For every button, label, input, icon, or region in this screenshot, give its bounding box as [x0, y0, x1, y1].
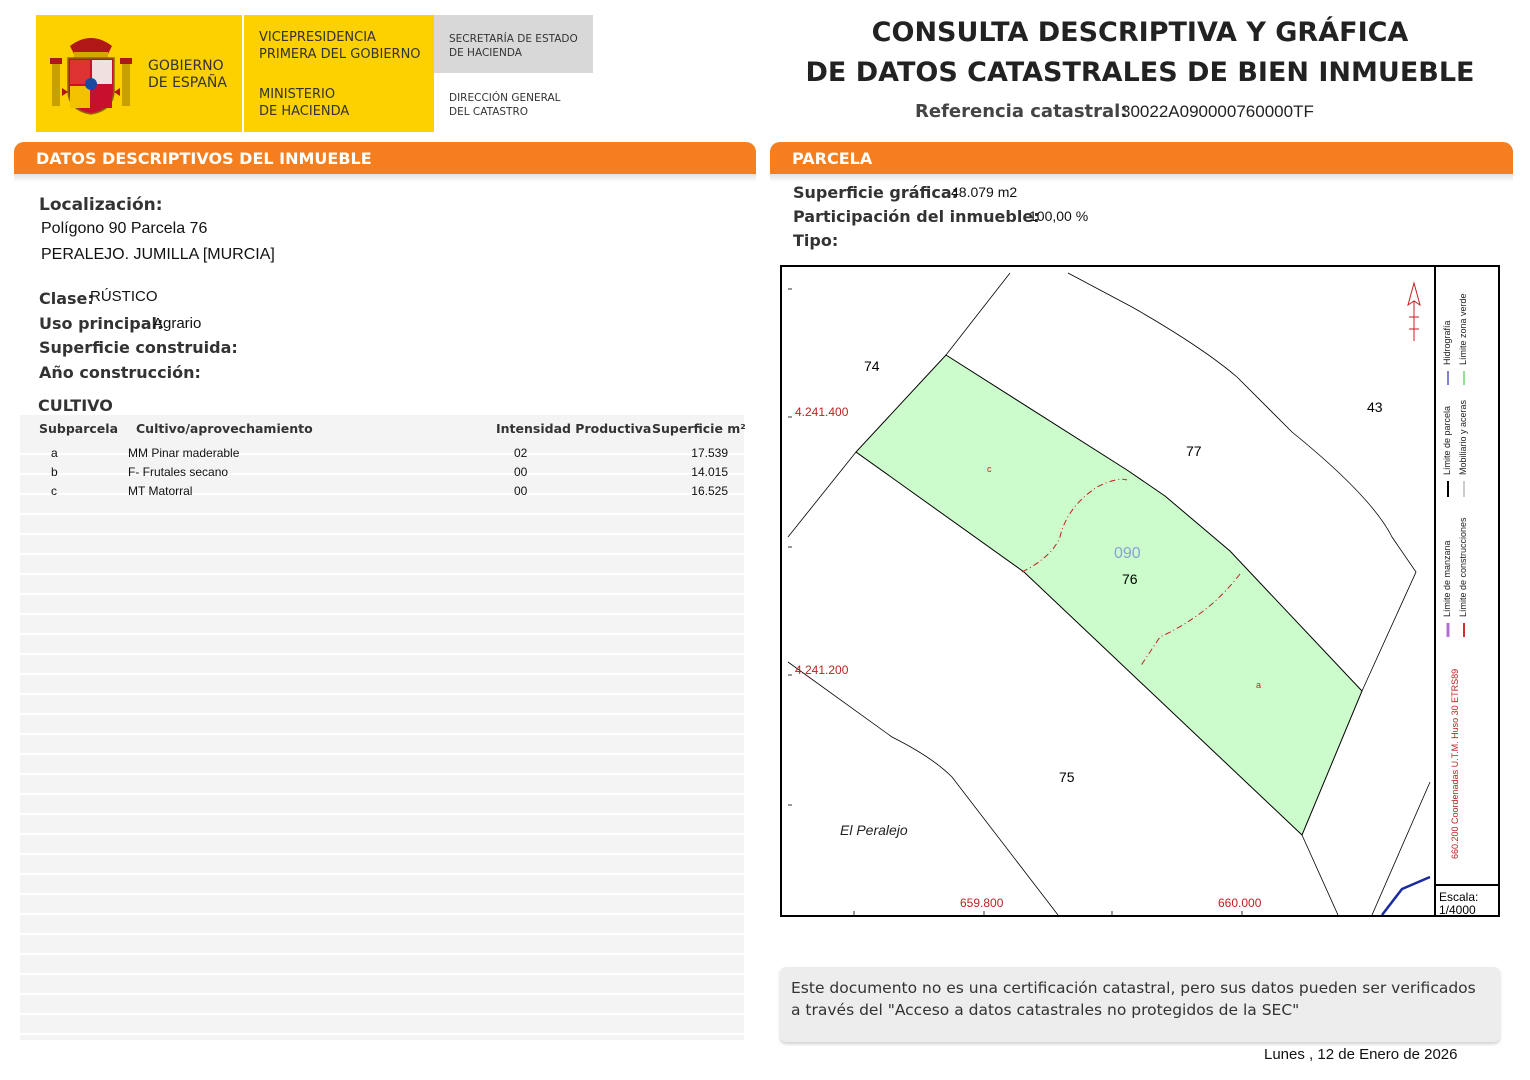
table-row — [20, 479, 744, 498]
uso-value: Agrario — [153, 315, 202, 332]
page-title-line1: CONSULTA DESCRIPTIVA Y GRÁFICA — [871, 17, 1409, 48]
participacion-label: Participación del inmueble: — [793, 207, 1040, 226]
tipo-label: Tipo: — [793, 231, 839, 250]
parcela-section-header: PARCELA — [770, 142, 1513, 174]
cell-cultivo: MM Pinar maderable — [128, 446, 240, 460]
y-coordinate: 4.241.200 — [795, 663, 849, 677]
parcel-boundary — [1372, 782, 1430, 915]
datos-header-shadow — [14, 174, 756, 182]
y-coordinate: 4.241.400 — [795, 405, 849, 419]
cell-intensidad: 00 — [514, 465, 528, 479]
legend-parcela: Límite de parcela — [1442, 405, 1452, 475]
parcel-boundary — [946, 273, 1010, 355]
cell-sub: b — [51, 465, 58, 479]
th-cultivo: Cultivo/aprovechamiento — [136, 421, 313, 436]
legend-zona-verde: Límite zona verde — [1458, 293, 1468, 365]
clase-label: Clase: — [39, 289, 94, 308]
cell-cultivo: MT Matorral — [128, 484, 193, 498]
th-subparcela: Subparcela — [39, 421, 119, 436]
th-intensidad: Intensidad Productiva — [496, 421, 652, 436]
datos-section-header: DATOS DESCRIPTIVOS DEL INMUEBLE — [14, 142, 756, 174]
poligono-label: 090 — [1114, 545, 1141, 562]
cultivo-table — [20, 415, 744, 1040]
legend-manzana: Límite de manzana — [1442, 540, 1452, 617]
cell-cultivo: F- Frutales secano — [128, 465, 229, 479]
ministerio-label: MINISTERIO DE HACIENDA — [259, 87, 350, 119]
map-legend — [1436, 267, 1500, 883]
table-row — [20, 460, 744, 479]
parcel-map — [780, 265, 1500, 917]
page-title-line2: DE DATOS CATASTRALES DE BIEN INMUEBLE — [805, 57, 1475, 88]
hydrography-line — [1382, 877, 1430, 915]
parcel-number: 76 — [1122, 571, 1138, 587]
localizacion-label: Localización: — [39, 195, 163, 215]
coordinate-system: 660.200 Coordenadas U.T.M. Huso 30 ETRS89 — [1450, 668, 1460, 859]
localizacion-line2: PERALEJO. JUMILLA [MURCIA] — [41, 246, 275, 263]
vicepresidencia-label: VICEPRESIDENCIA PRIMERA DEL GOBIERNO — [259, 30, 421, 62]
participacion-value: 100,00 % — [1029, 208, 1089, 224]
x-coordinate: 659.800 — [960, 896, 1004, 910]
superficie-grafica-label: Superficie gráfica: — [793, 183, 959, 202]
anio-construccion-label: Año construcción: — [39, 363, 201, 382]
localizacion-line1: Polígono 90 Parcela 76 — [41, 220, 208, 237]
cell-superficie: 16.525 — [691, 484, 728, 498]
parcel-number: 75 — [1059, 769, 1075, 785]
parcel-76-area — [856, 355, 1362, 835]
parcel-boundary — [788, 662, 1058, 915]
superficie-grafica-value: 48.079 m2 — [951, 184, 1018, 200]
cell-sub: c — [51, 484, 57, 498]
parcel-number: 74 — [864, 358, 880, 374]
parcel-boundary — [1302, 835, 1338, 915]
parcela-header-shadow — [770, 174, 1513, 182]
cell-superficie: 14.015 — [691, 465, 728, 479]
catastro-label: DIRECCIÓN GENERAL DEL CATASTRO — [449, 92, 561, 118]
logo-divider — [242, 15, 244, 132]
superficie-construida-label: Superficie construida: — [39, 338, 238, 357]
subparcel-c-label: c — [987, 464, 992, 474]
place-name: El Peralejo — [840, 822, 908, 838]
clase-value: RÚSTICO — [90, 288, 158, 305]
secretaria-label: SECRETARÍA DE ESTADO DE HACIENDA — [449, 33, 578, 59]
subparcel-a-label: a — [1256, 680, 1262, 690]
th-superficie: Superficie m² — [652, 421, 746, 436]
referencia-value: 30022A090000760000TF — [1121, 102, 1314, 121]
cell-intensidad: 00 — [514, 484, 528, 498]
document-date: Lunes , 12 de Enero de 2026 — [1264, 1046, 1458, 1063]
legend-construcciones: Límite de construcciones — [1458, 517, 1468, 617]
table-body — [20, 441, 744, 498]
map-canvas — [782, 267, 1498, 915]
x-coordinate: 660.000 — [1218, 896, 1262, 910]
cell-intensidad: 02 — [514, 446, 528, 460]
cell-superficie: 17.539 — [691, 446, 728, 460]
legend-mobiliario: Mobiliario y aceras — [1458, 399, 1468, 475]
coat-of-arms-icon — [48, 28, 134, 116]
legend-hidrografia: Hidrografía — [1442, 320, 1452, 365]
parcel-number: 43 — [1367, 399, 1383, 415]
escala-label: Escala: 1/4000 — [1439, 890, 1479, 917]
cultivo-title: CULTIVO — [38, 396, 113, 415]
referencia-label: Referencia catastral: — [915, 101, 1128, 122]
parcel-boundary — [788, 452, 856, 537]
uso-label: Uso principal: — [39, 314, 164, 333]
cell-sub: a — [51, 446, 58, 460]
parcel-number: 77 — [1186, 443, 1202, 459]
gobierno-label: GOBIERNO DE ESPAÑA — [148, 58, 227, 91]
disclaimer-text: Este documento no es una certificación catastral, pero sus datos pueden ser verificados a través del "Acceso a datos catastrales no protegidos de la SEC" — [791, 979, 1476, 1019]
north-arrow-icon — [1408, 283, 1420, 341]
table-row — [20, 441, 744, 460]
